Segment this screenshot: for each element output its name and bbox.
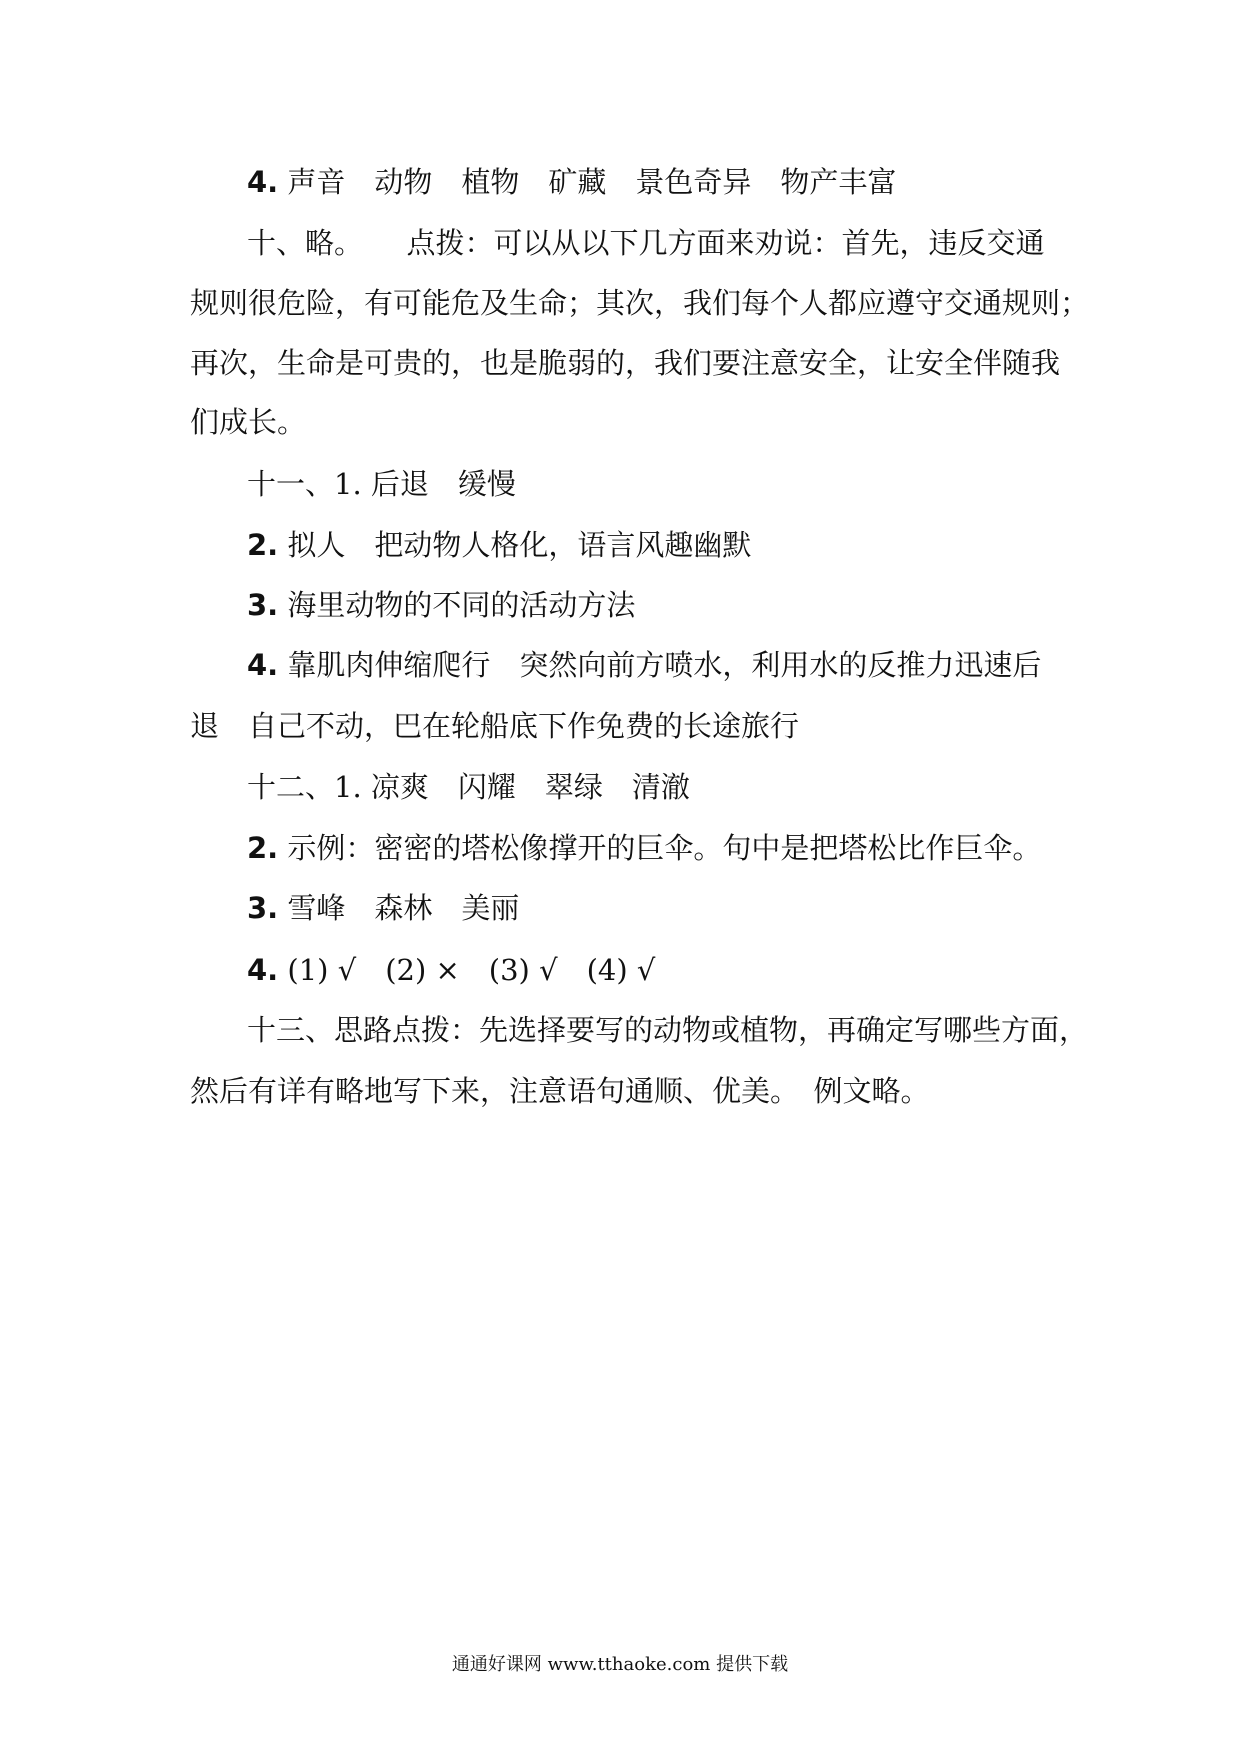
item-number: 4. <box>247 648 279 682</box>
answer-line <box>247 888 1127 928</box>
item-number: 3. <box>247 588 279 622</box>
answer-line <box>247 525 1127 565</box>
page-footer: 通通好课网 www.tthaoke.com 提供下载 <box>451 1654 789 1675</box>
item-number: 4. <box>247 165 279 199</box>
answer-line <box>247 645 1127 685</box>
answer-line <box>247 585 1127 625</box>
answer-text: 靠肌肉伸缩爬行 突然向前方喷水，利用水的反推力迅速后 <box>278 648 1042 682</box>
answer-line <box>247 464 1127 504</box>
answer-text: 规则很危险，有可能危及生命；其次，我们每个人都应遵守交通规则； <box>190 286 1090 320</box>
answer-text: 声音 动物 植物 矿藏 景色奇异 物产丰富 <box>278 165 897 199</box>
answer-text: 海里动物的不同的活动方法 <box>278 588 636 622</box>
answer-line <box>247 1010 1127 1050</box>
answer-line <box>247 223 1127 263</box>
answer-text: 十一、1. 后退 缓慢 <box>247 467 516 501</box>
answer-text: 雪峰 森林 美丽 <box>278 891 520 925</box>
answer-line <box>247 767 1127 807</box>
answer-line <box>247 950 1127 990</box>
answer-text: 然后有详有略地写下来，注意语句通顺、优美。 例文略。 <box>190 1074 930 1108</box>
answer-text: 们成长。 <box>190 405 307 439</box>
answer-text: 十三、思路点拨：先选择要写的动物或植物，再确定写哪些方面， <box>247 1013 1089 1047</box>
answer-line <box>247 162 1127 202</box>
answer-line <box>190 402 1070 442</box>
item-number: 2. <box>247 528 279 562</box>
answer-line <box>190 343 1070 383</box>
answer-line <box>190 283 1090 323</box>
answer-text: 十、略。 点拨：可以从以下几方面来劝说：首先，违反交通 <box>247 226 1045 260</box>
answer-line <box>247 828 1127 868</box>
answer-text: 退 自己不动，巴在轮船底下作免费的长途旅行 <box>190 709 800 743</box>
item-number: 3. <box>247 891 279 925</box>
answer-text: 十二、1. 凉爽 闪耀 翠绿 清澈 <box>247 770 690 804</box>
answer-text: 拟人 把动物人格化，语言风趣幽默 <box>278 528 752 562</box>
answer-text: 示例：密密的塔松像撑开的巨伞。句中是把塔松比作巨伞。 <box>278 831 1042 865</box>
answer-line <box>190 1071 1070 1111</box>
answer-text: (1) √ (2) × (3) √ (4) √ <box>278 953 656 987</box>
answer-text: 再次，生命是可贵的，也是脆弱的，我们要注意安全，让安全伴随我 <box>190 346 1061 380</box>
item-number: 2. <box>247 831 279 865</box>
answer-line <box>190 706 1070 746</box>
item-number: 4. <box>247 953 279 987</box>
